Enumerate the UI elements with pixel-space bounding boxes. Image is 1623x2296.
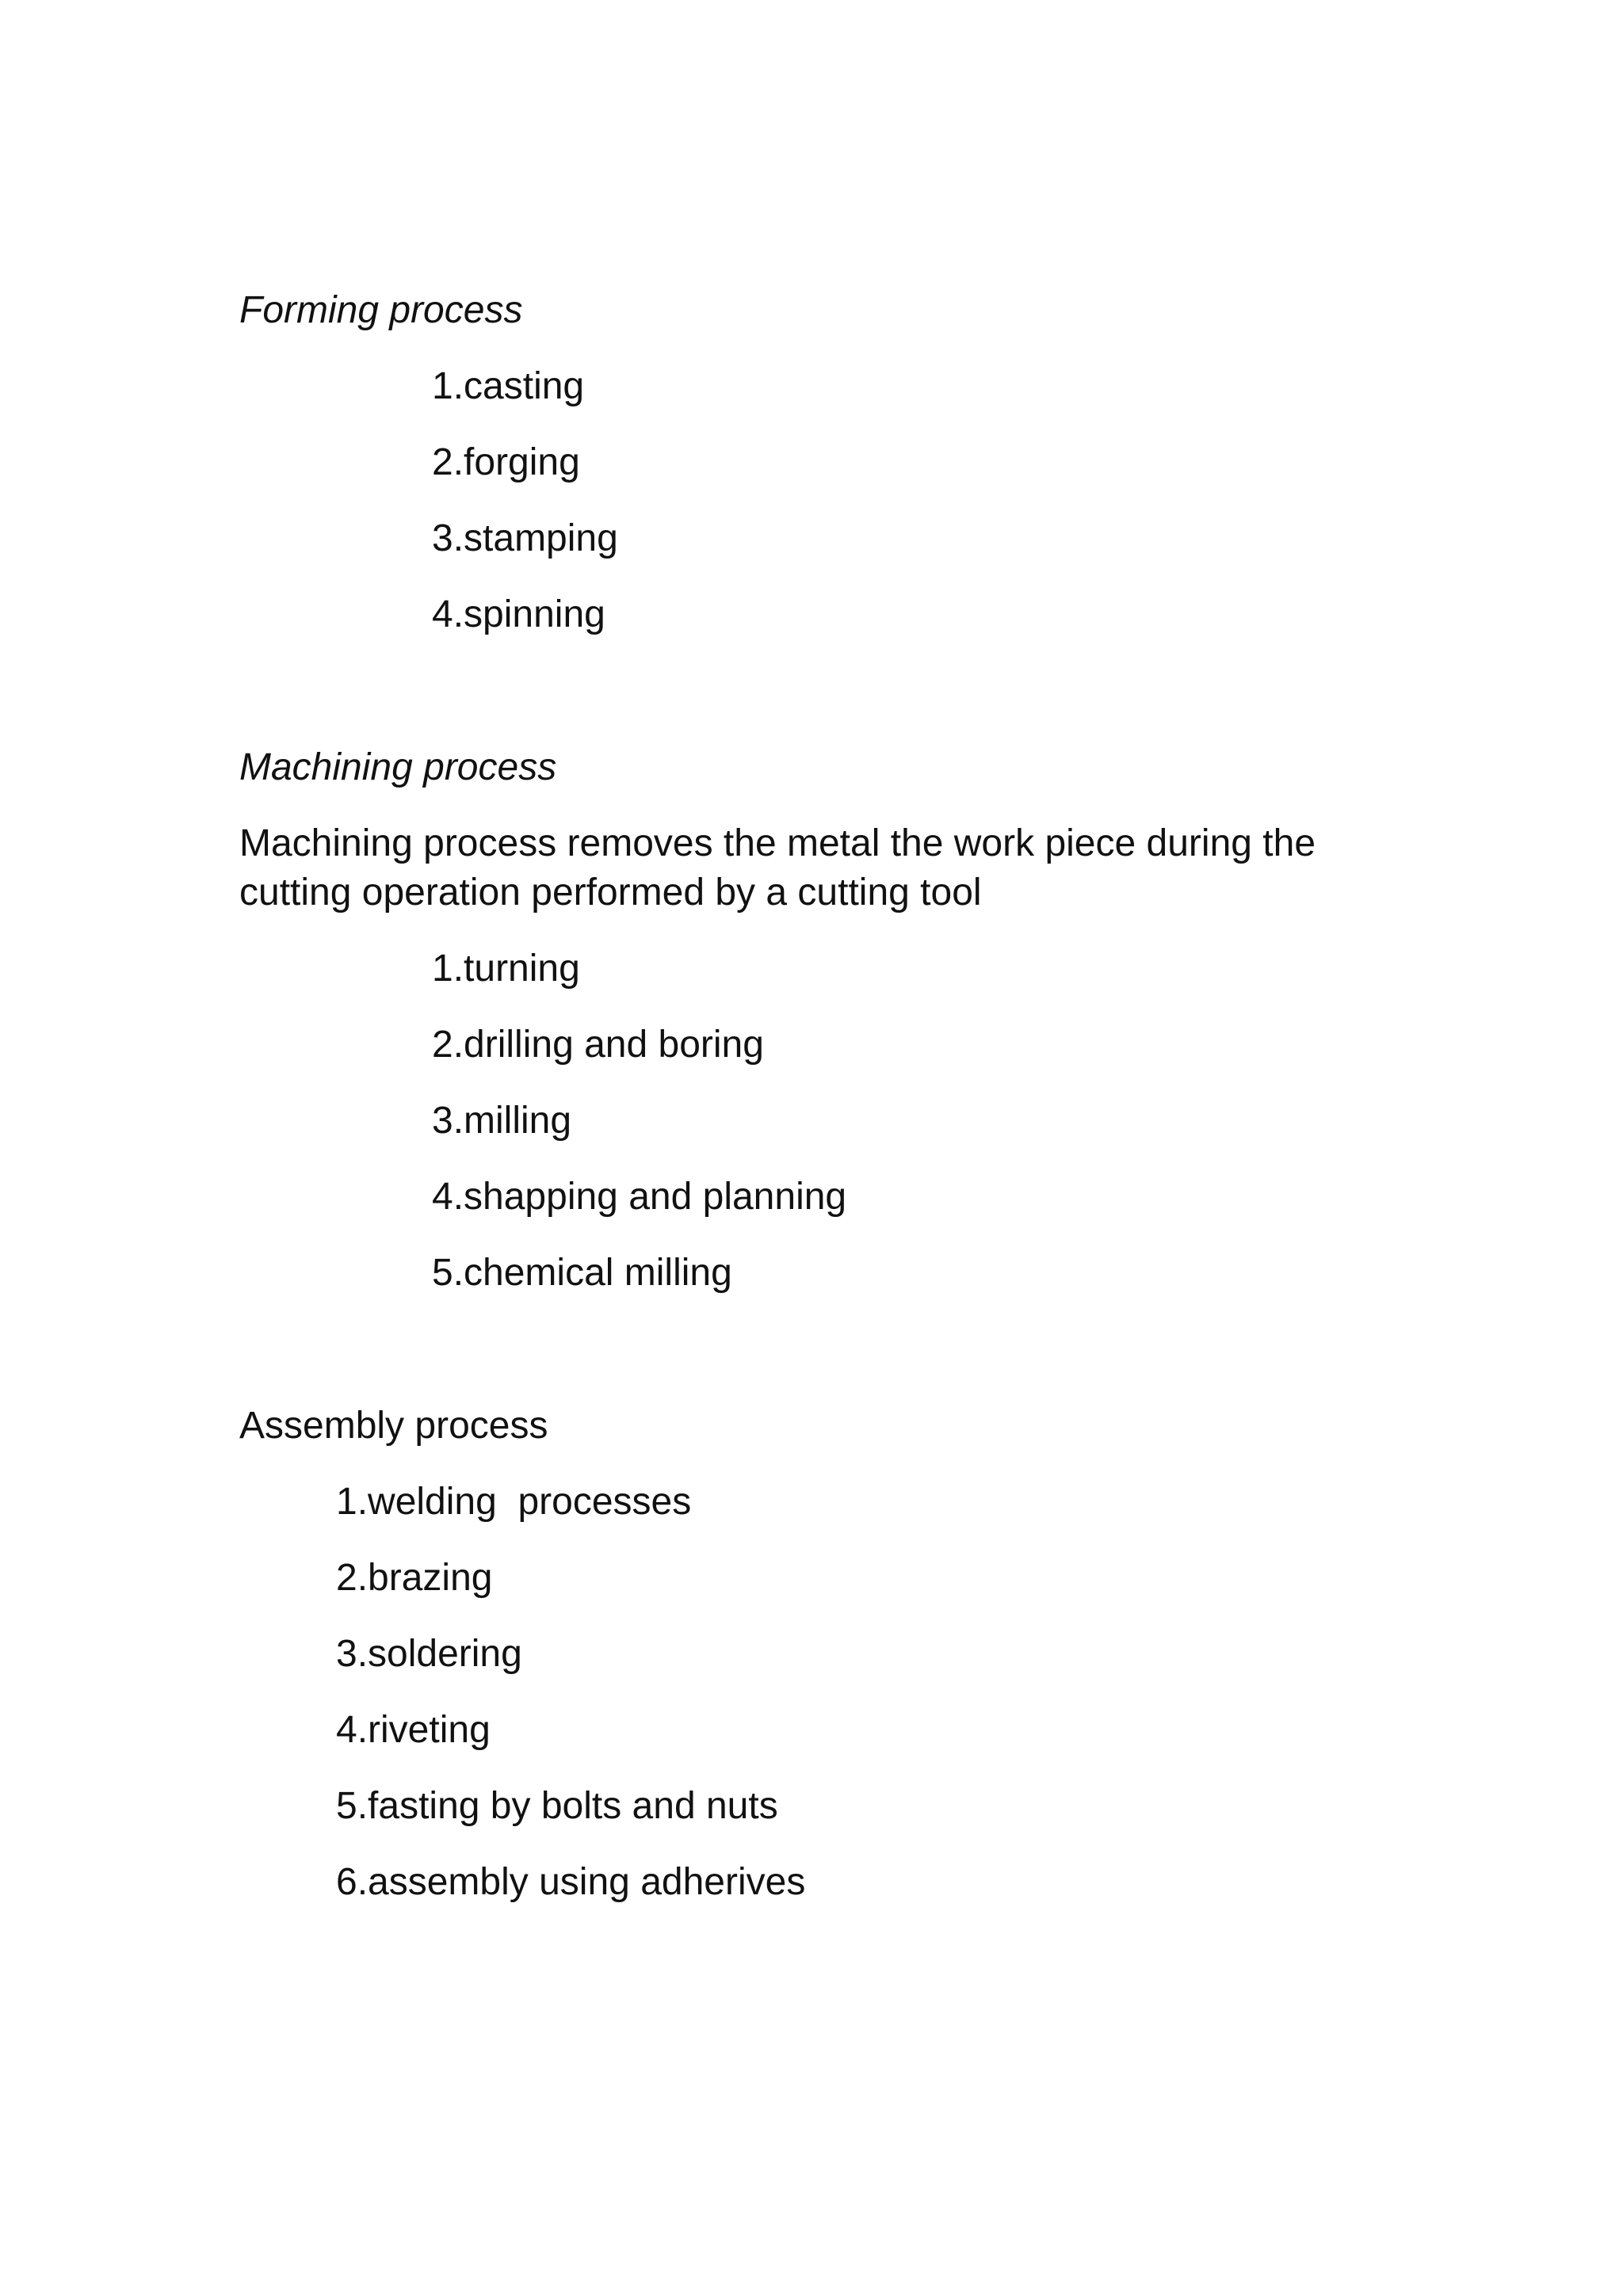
machining-item: 1.turning: [432, 948, 580, 990]
assembly-item: 2.brazing: [336, 1557, 493, 1599]
machining-item: 4.shapping and planning: [432, 1176, 847, 1218]
forming-item: 1.casting: [432, 365, 585, 407]
assembly-heading: Assembly process: [239, 1405, 548, 1447]
machining-description-line: cutting operation performed by a cutting tool: [239, 871, 982, 913]
machining-item: 3.milling: [432, 1100, 572, 1142]
forming-item: 3.stamping: [432, 517, 618, 559]
assembly-item: 1.welding processes: [336, 1481, 692, 1523]
assembly-item: 5.fasting by bolts and nuts: [336, 1785, 778, 1827]
forming-heading: Forming process: [239, 289, 523, 331]
assembly-item: 4.riveting: [336, 1709, 491, 1751]
machining-item: 2.drilling and boring: [432, 1024, 764, 1066]
assembly-item: 6.assembly using adherives: [336, 1861, 806, 1903]
machining-description-line: Machining process removes the metal the work piece during the: [239, 822, 1316, 864]
forming-item: 2.forging: [432, 441, 580, 483]
machining-item: 5.chemical milling: [432, 1252, 732, 1294]
machining-heading: Machining process: [239, 746, 557, 788]
forming-item: 4.spinning: [432, 593, 605, 635]
assembly-item: 3.soldering: [336, 1633, 522, 1675]
